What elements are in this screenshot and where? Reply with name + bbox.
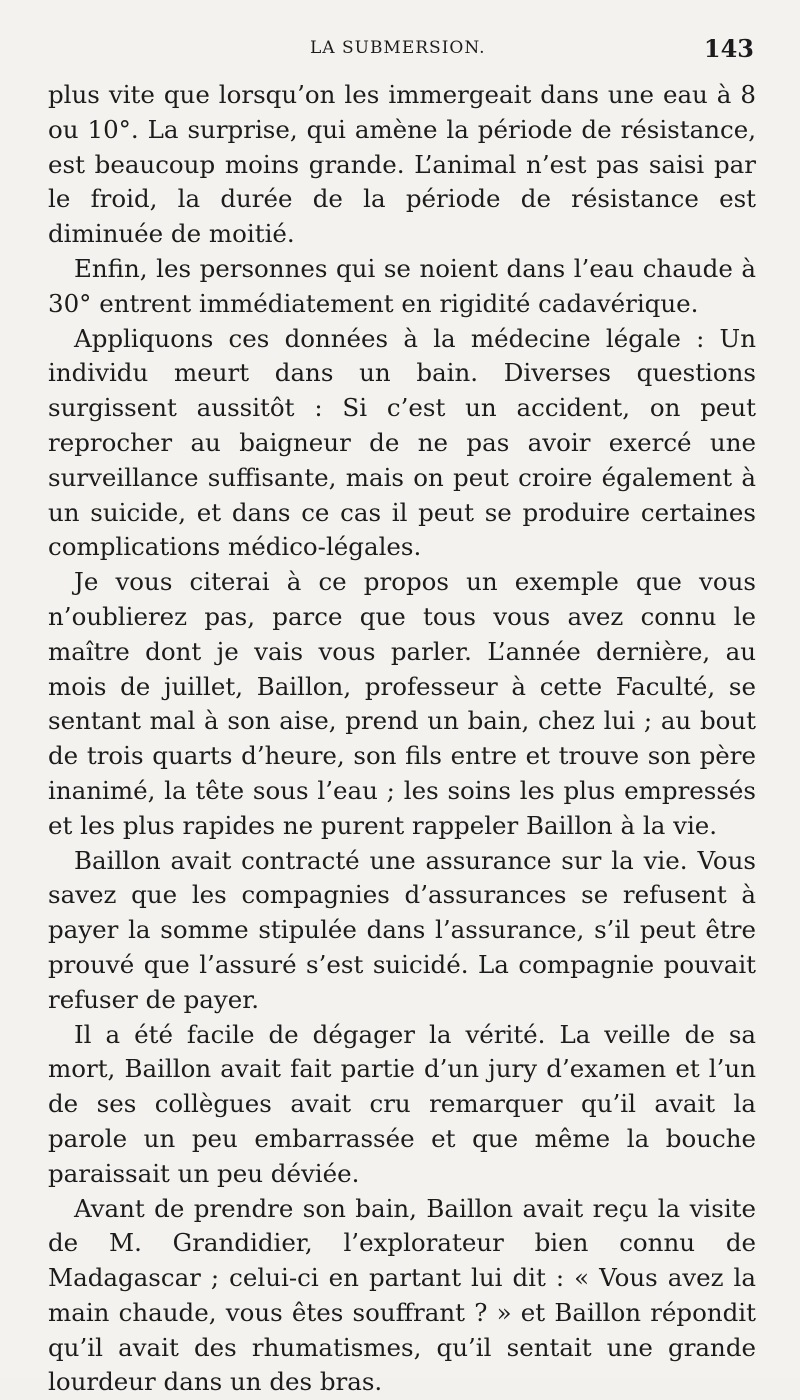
running-title: LA SUBMERSION. bbox=[310, 38, 486, 58]
running-head bbox=[48, 34, 754, 66]
paragraph-7: Avant de prendre son bain, Baillon avait reçu la visite de M. Grandidier, l’explorateur bien connu de Madagascar ; celui-ci en partant lui dit : « Vous avez la main chaude, vous êtes souffrant ? » et Baillon répondit qu’il avait des rhumatismes, qu’il sentait une grande lourdeur dans un des bras. bbox=[48, 1192, 756, 1400]
paragraph-3: Appliquons ces données à la médecine légale : Un individu meurt dans un bain. Diverses questions surgissent aussitôt : Si c’est un accident, on peut reprocher au baigneur de ne pas avoir exercé une surveillance suffisante, mais on peut croire également à un suicide, et dans ce cas il peut se produire certaines complications médico-légales. bbox=[48, 322, 756, 566]
paragraph-2: Enfin, les personnes qui se noient dans l’eau chaude à 30° entrent immédiatement en rigidité cadavérique. bbox=[48, 252, 756, 322]
paragraph-5: Baillon avait contracté une assurance sur la vie. Vous savez que les compagnies d’assurances se refusent à payer la somme stipulée dans l’assurance, s’il peut être prouvé que l’assuré s’est suicidé. La compagnie pouvait refuser de payer. bbox=[48, 844, 756, 1018]
paragraph-1: plus vite que lorsqu’on les immergeait dans une eau à 8 ou 10°. La surprise, qui amène la période de résistance, est beaucoup moins grande. L’animal n’est pas saisi par le froid, la durée de la période de résistance est diminuée de moitié. bbox=[48, 78, 756, 252]
page-number: 143 bbox=[704, 34, 754, 63]
paragraph-6: Il a été facile de dégager la vérité. La veille de sa mort, Baillon avait fait partie d’un jury d’examen et l’un de ses collègues avait cru remarquer qu’il avait la parole un peu embarrassée et que même la bouche paraissait un peu déviée. bbox=[48, 1018, 756, 1192]
paragraph-4: Je vous citerai à ce propos un exemple que vous n’oublierez pas, parce que tous vous avez connu le maître dont je vais vous parler. L’année dernière, au mois de juillet, Baillon, professeur à cette Faculté, se sentant mal à son aise, prend un bain, chez lui ; au bout de trois quarts d’heure, son fils entre et trouve son père inanimé, la tête sous l’eau ; les soins les plus empressés et les plus rapides ne purent rappeler Baillon à la vie. bbox=[48, 565, 756, 843]
body-text bbox=[48, 78, 756, 1400]
